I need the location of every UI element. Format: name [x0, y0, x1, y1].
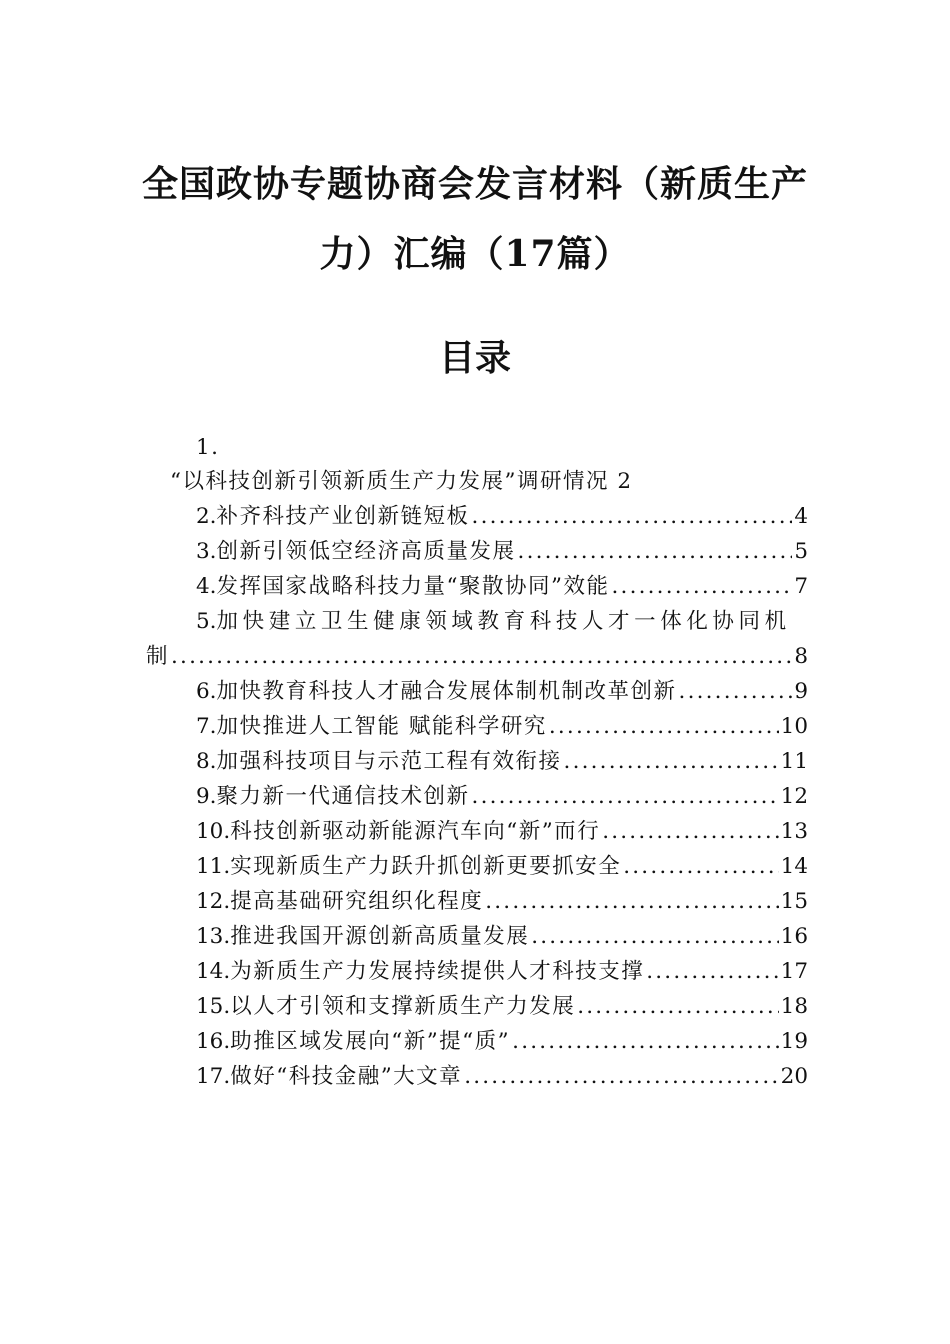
toc-item-text: 加快建立卫生健康领域教育科技人才一体化协同机: [216, 609, 791, 634]
toc-item-number: 15.: [196, 994, 231, 1019]
toc-item-page: 18: [780, 994, 808, 1019]
toc-item-3[interactable]: [196, 536, 808, 568]
toc-item-number: 16.: [196, 1029, 231, 1054]
toc-item-text: 提高基础研究组织化程度: [230, 889, 484, 914]
toc-leader-dots: [602, 816, 778, 848]
document-title-line-2: 力）汇编（17篇）: [319, 233, 631, 275]
toc-item-text: 制: [146, 644, 170, 669]
toc-item-number: 10.: [196, 819, 231, 844]
toc-leader-dots: [464, 1061, 778, 1093]
toc-item-text: 助推区域发展向“新”提“质”: [230, 1029, 511, 1054]
toc-item-text: 创新引领低空经济高质量发展: [216, 539, 516, 564]
toc-item-number: 1.: [196, 435, 220, 460]
toc-item-page: 4: [794, 504, 808, 529]
toc-item-4[interactable]: [196, 571, 808, 603]
document-title-line-1: 全国政协专题协商会发言材料（新质生产: [141, 163, 808, 205]
toc-leader-dots: [646, 956, 778, 988]
toc-leader-dots: [472, 781, 779, 813]
toc-leader-dots: [531, 921, 778, 953]
toc-item-number: 3.: [196, 539, 217, 564]
toc-leader-dots: [512, 1026, 778, 1058]
toc-leader-dots: [564, 746, 779, 778]
toc-item-number: 9.: [196, 784, 217, 809]
toc-item-text: 科技创新驱动新能源汽车向“新”而行: [230, 819, 601, 844]
toc-item-17[interactable]: [196, 1061, 808, 1093]
toc-leader-dots: [623, 851, 778, 883]
toc-item-text: 以人才引领和支撑新质生产力发展: [230, 994, 576, 1019]
toc-item-number: 4.: [196, 574, 217, 599]
toc-item-text: 补齐科技产业创新链短板: [216, 504, 470, 529]
toc-item-page: 8: [794, 644, 808, 669]
toc-item-15[interactable]: [196, 991, 808, 1023]
toc-item-number: 11.: [196, 854, 231, 879]
toc-item-page: 14: [780, 854, 808, 879]
toc-item-text: 推进我国开源创新高质量发展: [230, 924, 530, 949]
toc-item-page: 16: [780, 924, 808, 949]
toc-leader-dots: [679, 676, 793, 708]
toc-item-number: 13.: [196, 924, 231, 949]
toc-item-5[interactable]: [196, 606, 808, 638]
toc-item-9[interactable]: [196, 781, 808, 813]
toc-item-2[interactable]: [196, 501, 808, 533]
toc-item-13[interactable]: [196, 921, 808, 953]
toc-item-12[interactable]: [196, 886, 808, 918]
toc-item-6[interactable]: [196, 676, 808, 708]
toc-item-number: 5.: [196, 609, 217, 634]
toc-item-number: 7.: [196, 714, 217, 739]
toc-item-page: 17: [780, 959, 808, 984]
toc-item-14[interactable]: [196, 956, 808, 988]
toc-item-number: 2.: [196, 504, 217, 529]
toc-item-11[interactable]: [196, 851, 808, 883]
toc-item-number: 12.: [196, 889, 231, 914]
toc-item-7[interactable]: [196, 711, 808, 743]
toc-leader-dots: [612, 571, 793, 603]
toc-item-page: 19: [780, 1029, 808, 1054]
toc-item-text: 发挥国家战略科技力量“聚散协同”效能: [216, 574, 610, 599]
toc-item-page: 13: [780, 819, 808, 844]
toc-item-5-continued[interactable]: [146, 641, 808, 673]
toc-item-1-number[interactable]: [196, 432, 220, 464]
toc-item-text: 加快教育科技人才融合发展体制机制改革创新: [216, 679, 677, 704]
toc-item-text: 做好“科技金融”大文章: [230, 1064, 463, 1089]
toc-item-text: 聚力新一代通信技术创新: [216, 784, 470, 809]
toc-item-page: 10: [780, 714, 808, 739]
toc-heading: 目录: [438, 337, 511, 379]
toc-item-number: 8.: [196, 749, 217, 774]
toc-item-page: 9: [794, 679, 808, 704]
toc-item-text: 加快推进人工智能 赋能科学研究: [216, 714, 547, 739]
toc-item-page: 11: [780, 749, 808, 774]
toc-item-text: 为新质生产力发展持续提供人才科技支撑: [230, 959, 645, 984]
toc-item-page: 7: [794, 574, 808, 599]
toc-leader-dots: [485, 886, 778, 918]
toc-leader-dots: [518, 536, 793, 568]
toc-item-page: 15: [780, 889, 808, 914]
toc-item-16[interactable]: [196, 1026, 808, 1058]
toc-item-1[interactable]: [170, 466, 633, 498]
toc-item-number: 17.: [196, 1064, 231, 1089]
toc-leader-dots: [171, 641, 792, 673]
toc-item-page: 5: [794, 539, 808, 564]
toc-item-number: 14.: [196, 959, 231, 984]
toc-item-text: 加强科技项目与示范工程有效衔接: [216, 749, 562, 774]
toc-item-number: 6.: [196, 679, 217, 704]
toc-item-8[interactable]: [196, 746, 808, 778]
toc-item-text: “以科技创新引领新质生产力发展”调研情况 2: [170, 469, 633, 494]
toc-leader-dots: [549, 711, 779, 743]
toc-item-page: 12: [780, 784, 808, 809]
toc-item-10[interactable]: [196, 816, 808, 848]
toc-item-page: 20: [780, 1064, 808, 1089]
toc-item-text: 实现新质生产力跃升抓创新更要抓安全: [230, 854, 622, 879]
toc-leader-dots: [577, 991, 778, 1023]
toc-leader-dots: [472, 501, 793, 533]
